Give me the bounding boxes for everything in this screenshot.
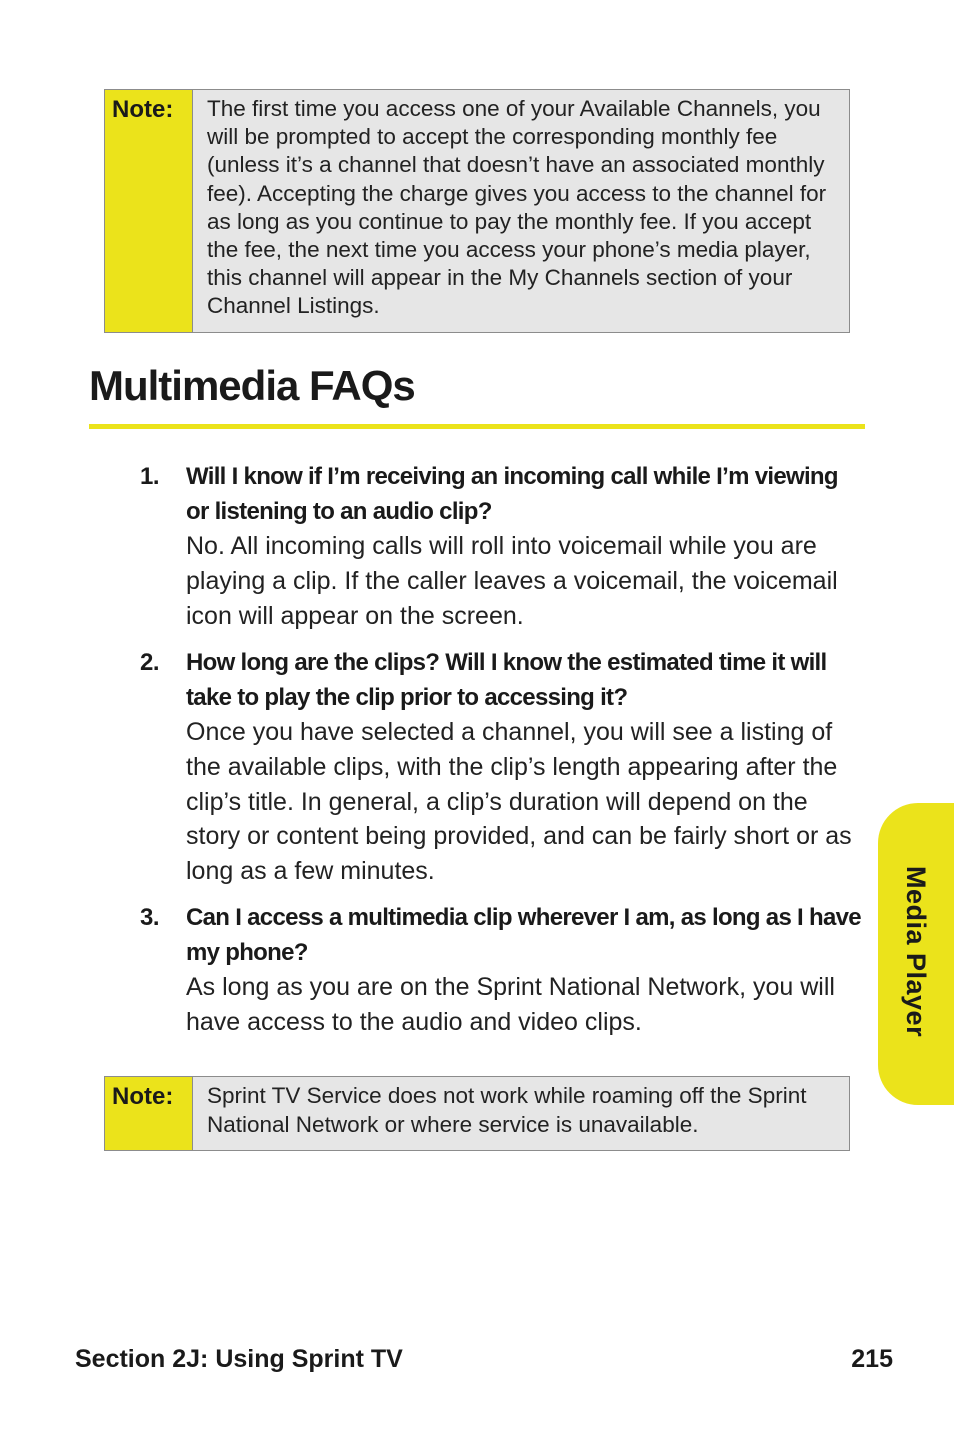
section-side-tab-label: Media Player: [901, 866, 931, 1038]
page-title: Multimedia FAQs: [89, 362, 415, 409]
faq-number: 2.: [140, 649, 160, 676]
faq-question: Can I access a multimedia clip wherever I am, as long as I have my phone?: [186, 904, 861, 966]
heading-underline: [89, 424, 865, 429]
faq-body: [186, 459, 866, 633]
footer-page-number: 215: [851, 1345, 893, 1373]
faq-body: [186, 645, 866, 889]
footer-section-title: Section 2J: Using Sprint TV: [75, 1345, 403, 1373]
faq-answer: No. All incoming calls will roll into voicemail while you are playing a clip. If the caller leaves a voicemail, the voicemail icon will appear on the screen.: [186, 532, 838, 630]
faq-answer: As long as you are on the Sprint National Network, you will have access to the audio and video clips.: [186, 973, 835, 1036]
faq-answer: Once you have selected a channel, you will see a listing of the available clips, with the clip’s length appearing after the clip’s title. In general, a clip’s duration will depend on the story or content being provided, and can be fairly short or as long as a few minutes.: [186, 718, 852, 886]
note-text: The first time you access one of your Available Channels, you will be prompted to accept the corresponding monthly fee (unless it’s a channel that doesn’t have an associated monthly fee). Accepting the charge gives you access to the channel for as long as you continue to pay the monthly fee. If you accept the fee, the next time you access your phone’s media player, this channel will appear in the My Channels section of your Channel Listings.: [207, 96, 827, 319]
faq-number: 3.: [140, 904, 160, 931]
note-label: Note:: [105, 90, 193, 332]
faq-body: [186, 900, 866, 1040]
note-box-channel-fee: [104, 89, 850, 333]
faq-number: 1.: [140, 463, 160, 490]
faq-question: How long are the clips? Will I know the estimated time it will take to play the clip prior to accessing it?: [186, 649, 827, 711]
faq-question: Will I know if I’m receiving an incoming call while I’m viewing or listening to an audio clip?: [186, 463, 838, 525]
note-label: Note:: [105, 1077, 193, 1150]
note-box-roaming: [104, 1076, 850, 1151]
note-text: Sprint TV Service does not work while roaming off the Sprint National Network or where service is unavailable.: [207, 1083, 807, 1137]
